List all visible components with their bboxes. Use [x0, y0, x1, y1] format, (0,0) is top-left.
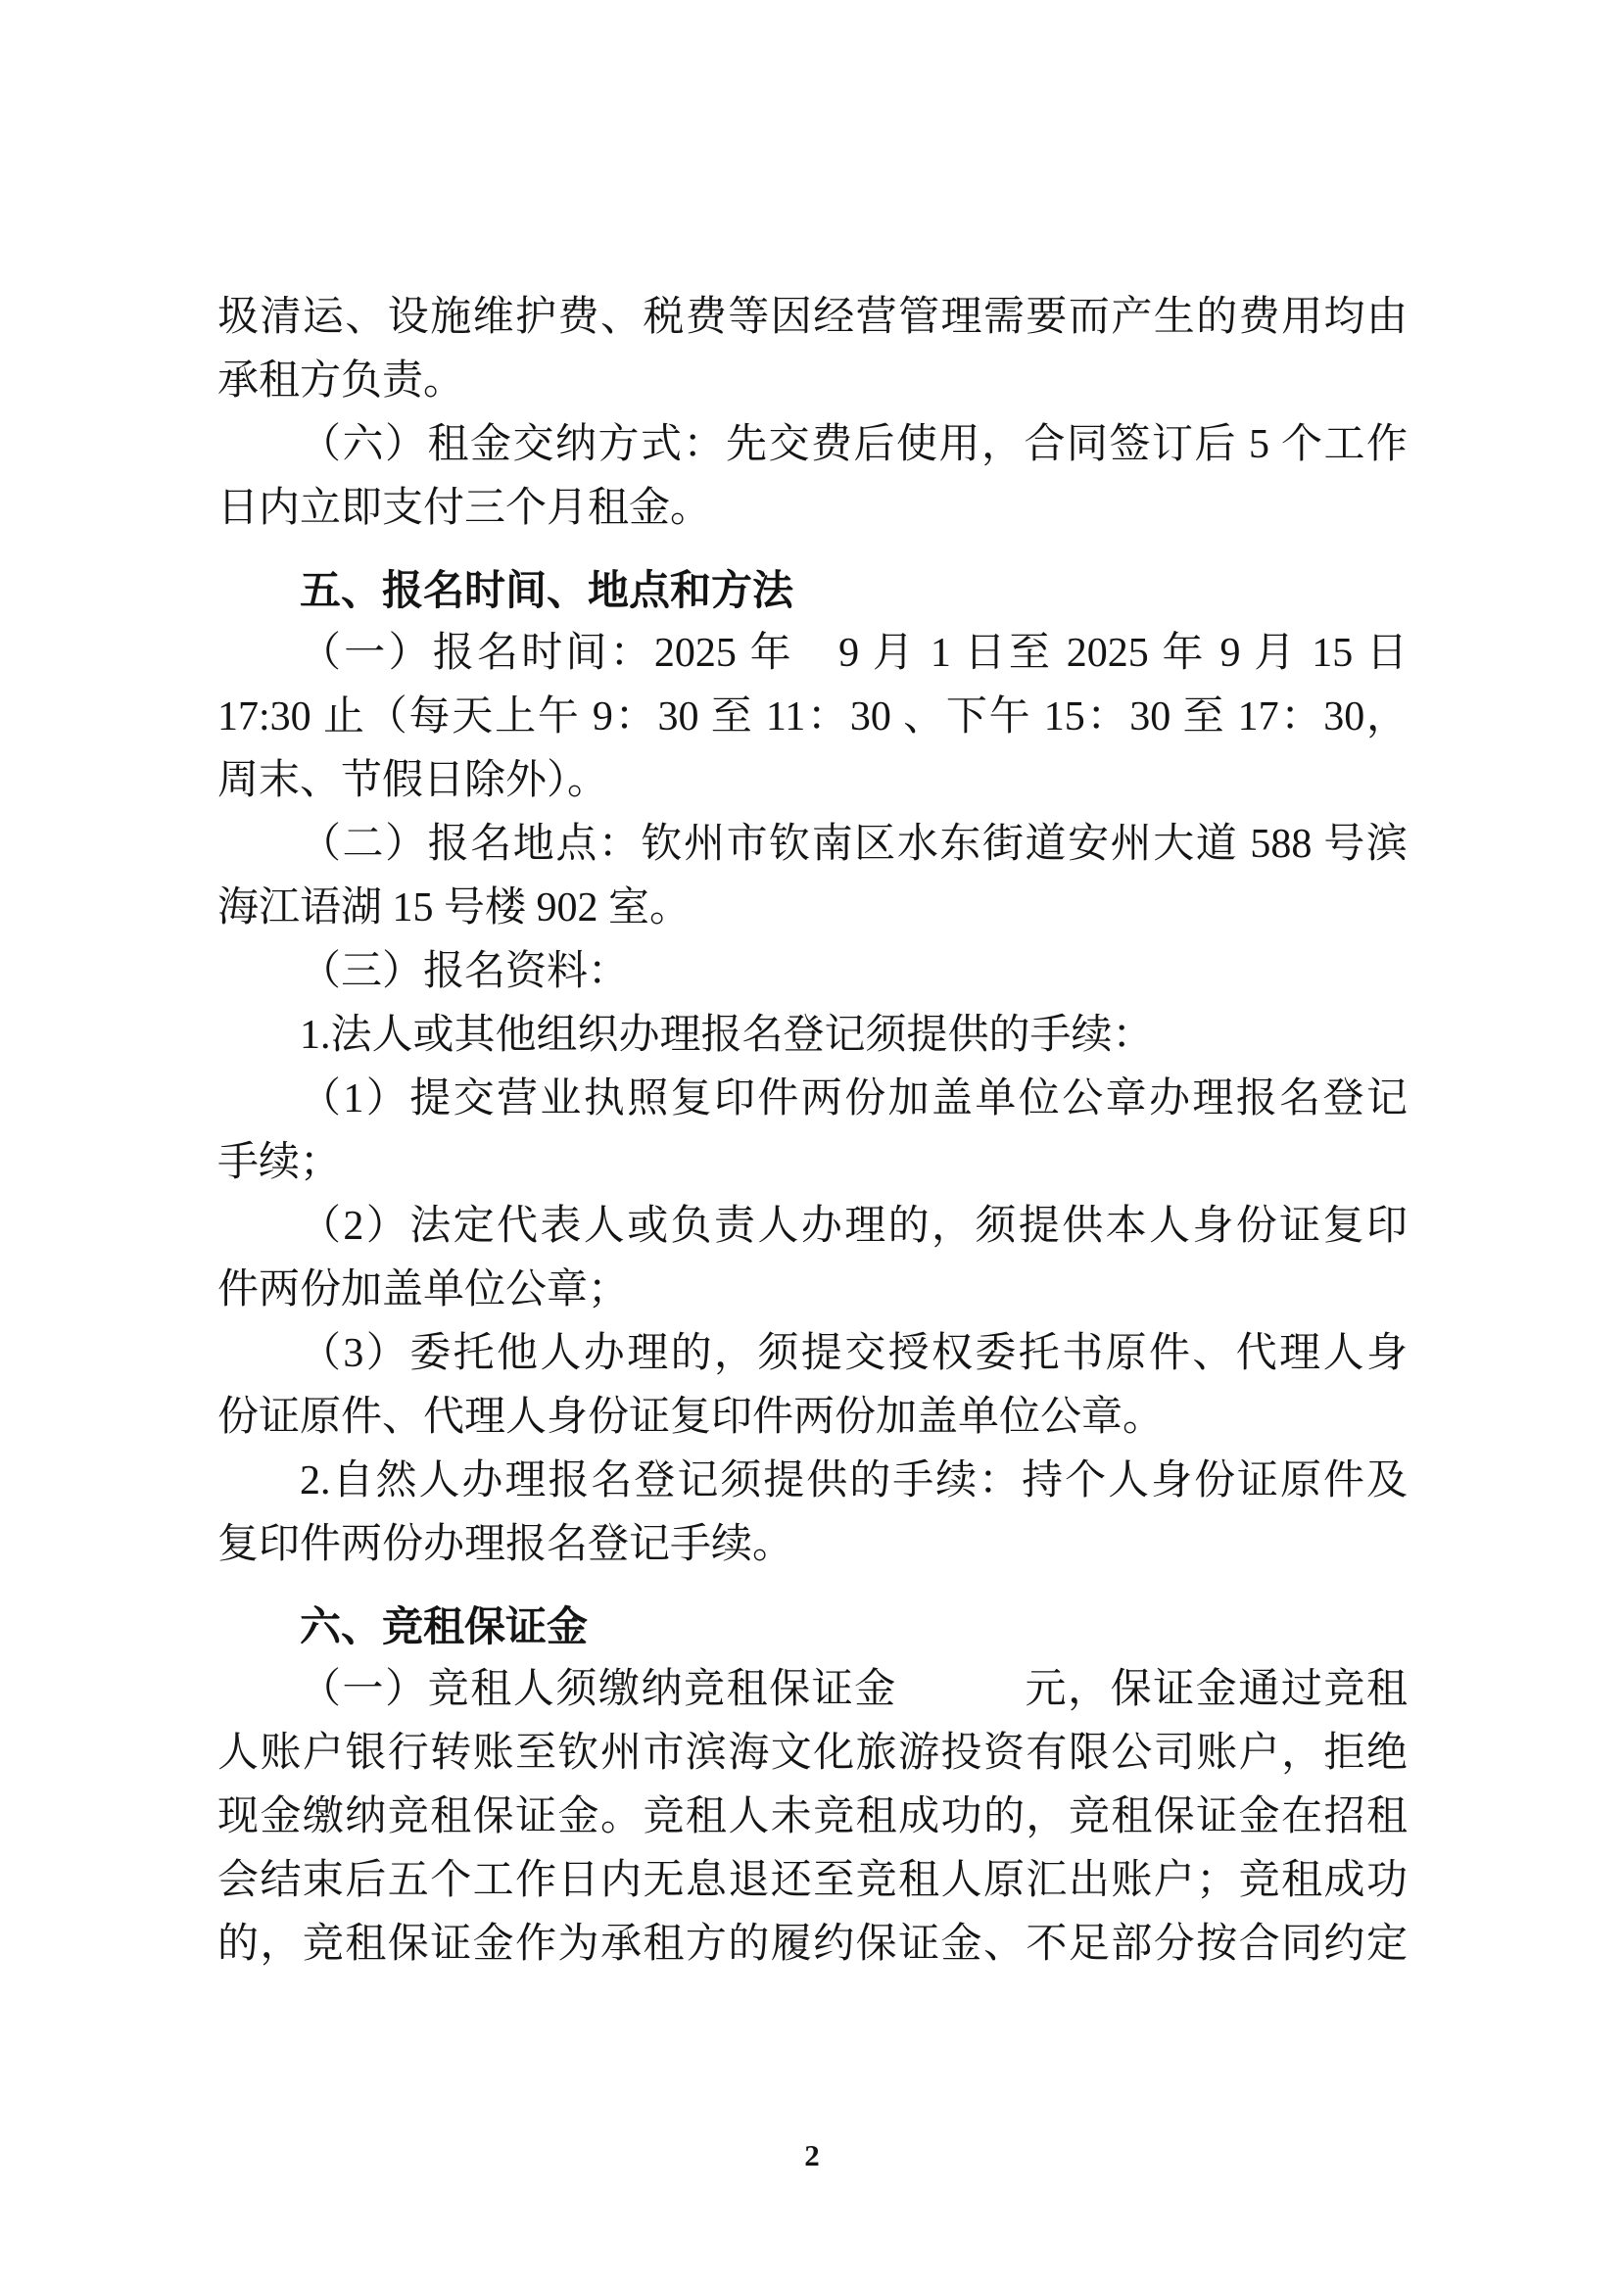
text-line: 日内立即支付三个月租金。 — [217, 486, 712, 531]
text-line: 复印件两份办理报名登记手续。 — [217, 1522, 794, 1567]
text-line: （2）法定代表人或负责人办理的，须提供本人身份证复印 — [300, 1204, 1408, 1249]
text-line: （三）报名资料： — [300, 949, 630, 994]
text-line: 会结束后五个工作日内无息退还至竞租人原汇出账户；竞租成功 — [217, 1858, 1408, 1903]
text-line: 件两份加盖单位公章； — [217, 1267, 630, 1312]
text-line: 承租方负责。 — [217, 358, 465, 404]
page-number: 2 — [804, 2138, 820, 2172]
text-line: （一）报名时间：2025 年 9 月 1 日至 2025 年 9 月 15 日 — [300, 631, 1408, 676]
text-line: 1.法人或其他组织办理报名登记须提供的手续： — [300, 1013, 1154, 1058]
text-line: 周末、节假日除外）。 — [217, 758, 609, 803]
text-line: （六）租金交纳方式：先交费后使用，合同签订后 5 个工作 — [300, 422, 1408, 467]
text-line: 手续； — [217, 1140, 342, 1185]
text-line: 的，竞租保证金作为承租方的履约保证金、不足部分按合同约定 — [217, 1922, 1408, 1967]
text-line: 17:30 止（每天上午 9：30 至 11：30 、下午 15：30 至 17：30， — [217, 694, 1408, 739]
section-heading: 五、报名时间、地点和方法 — [300, 567, 794, 613]
section-heading: 六、竞租保证金 — [300, 1603, 589, 1649]
text-line: （3）委托他人办理的，须提交授权委托书原件、代理人身 — [300, 1331, 1408, 1376]
text-line: 圾清运、设施维护费、税费等因经营管理需要而产生的费用均由 — [217, 295, 1408, 340]
text-line: 现金缴纳竞租保证金。竞租人未竞租成功的，竞租保证金在招租 — [217, 1794, 1408, 1839]
text-line: （一）竞租人须缴纳竞租保证金 元，保证金通过竞租 — [300, 1667, 1408, 1712]
text-line: （二）报名地点：钦州市钦南区水东街道安州大道 588 号滨 — [300, 822, 1408, 867]
text-line: 2.自然人办理报名登记须提供的手续：持个人身份证原件及 — [300, 1458, 1408, 1503]
text-line: 份证原件、代理人身份证复印件两份加盖单位公章。 — [217, 1395, 1165, 1440]
document-body — [217, 286, 1408, 1977]
text-line: 人账户银行转账至钦州市滨海文化旅游投资有限公司账户，拒绝 — [217, 1731, 1408, 1776]
text-line: 海江语湖 15 号楼 902 室。 — [217, 885, 692, 930]
text-line: （1）提交营业执照复印件两份加盖单位公章办理报名登记 — [300, 1076, 1408, 1121]
